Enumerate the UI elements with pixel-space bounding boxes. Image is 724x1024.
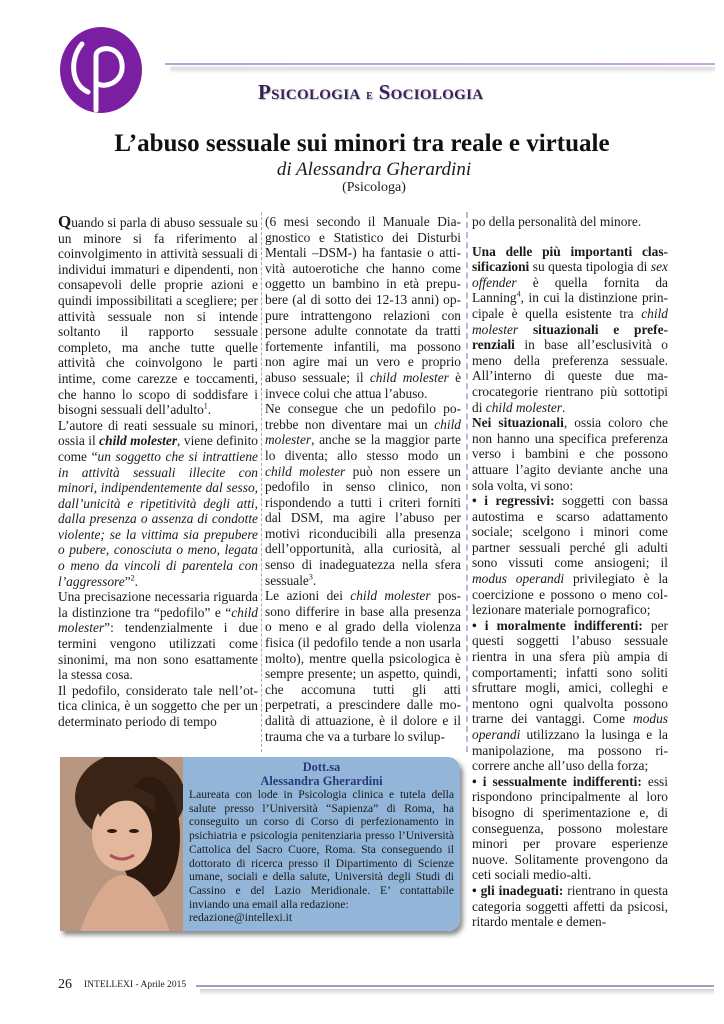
text-run: . bbox=[312, 572, 317, 588]
text-run: • i moralmente indifferenti: bbox=[472, 617, 643, 633]
text-run: • gli inadeguati: bbox=[472, 882, 564, 898]
text-run: child molester bbox=[350, 588, 431, 604]
text-run: child molester bbox=[265, 416, 461, 448]
text-run: Le azioni dei bbox=[265, 588, 351, 604]
paragraph bbox=[58, 683, 258, 730]
text-run: Il pedofilo, considerato tale nell’ottica clinica, è un soggetto che per un determinato periodo di tempo bbox=[58, 682, 258, 729]
text-run: Ne consegue che un pedofilo potrebbe non diventare mai un bbox=[265, 401, 461, 432]
article-title: L’abuso sessuale sui minori tra reale e virtuale bbox=[114, 130, 610, 157]
paragraph bbox=[58, 418, 258, 590]
article-column-3 bbox=[472, 214, 668, 930]
text-run: utilizzano la lusinga e la manipolazione, ma possono ricorrere anche all’uso della forza; bbox=[472, 727, 668, 774]
text-run: Nei situazionali bbox=[472, 415, 564, 431]
text-run: child molester bbox=[58, 604, 258, 636]
text-run: , anche se la maggior parte lo diventa; allo stesso modo un bbox=[265, 432, 461, 463]
text-run: privilegiato è la coercizione e possono o meno collezionare materiale pornografico; bbox=[472, 571, 668, 618]
bio-text-box bbox=[183, 757, 460, 931]
text-run: child molester bbox=[485, 399, 563, 415]
text-run: uando si parla di abuso sessuale su un minore si fa riferimento al coinvolgimento in attività sessuali di individui immaturi e dipendenti, non consapevoli delle proprie azioni e quindi impossibilitati a scegliere; per attività sessuale non si intende soltanto il rapporto sessuale completo, ma anche tutte quelle attività che coinvolgono le parti intime, come carezze e toccamenti, che hanno lo scopo di soddisfare i bisogni sessuali dell’adulto bbox=[58, 215, 258, 418]
article-column-1 bbox=[58, 214, 258, 730]
paragraph bbox=[472, 214, 668, 230]
text-run: ” bbox=[124, 573, 131, 589]
text-run: child molester bbox=[472, 305, 668, 337]
footer-rule-shadow bbox=[200, 989, 714, 995]
bio-name: Alessandra Gherardini bbox=[260, 774, 383, 788]
text-run: modus operandi bbox=[472, 571, 565, 587]
paragraph bbox=[265, 214, 461, 401]
paragraph bbox=[472, 618, 668, 774]
text-run: modus operandi bbox=[472, 711, 668, 742]
author-role: (Psicologa) bbox=[342, 180, 406, 195]
footer-rule bbox=[196, 985, 714, 987]
column-divider bbox=[261, 212, 262, 752]
article-column-2 bbox=[265, 214, 461, 744]
paragraph bbox=[472, 493, 668, 618]
text-run: Una precisazione necessaria riguarda la distinzione tra “pedofilo” e “ bbox=[58, 589, 258, 620]
text-run: un soggetto che si intrattiene in attività sessuali illecite con minori, indipendentemente dal sesso, dall’unicità e ripetitività degli atti, dalla presenza o assenza di condotte violente; se la vittima sia prepubere o pubere, conosciuta o meno, legata o meno da vincoli di parentela con l’aggressore bbox=[58, 448, 258, 589]
text-run: per questi soggetti l’abuso sessuale rientra in una sfera più ampia di comportamenti; infatti sono soliti sfruttare mogli, amici, colleghi e mentono ogni qualvolta possono trarne dei vantaggi. Come bbox=[472, 617, 668, 727]
paragraph bbox=[472, 883, 668, 930]
section-and: e bbox=[366, 88, 374, 103]
header-rule-shadow bbox=[170, 67, 715, 73]
text-run: in base all’esclusività o meno della preferenza sessuale. All’interno di queste due macrocategorie rientrano più sottotipi di bbox=[472, 337, 668, 415]
paragraph bbox=[265, 588, 461, 744]
paragraph bbox=[265, 401, 461, 588]
paragraph bbox=[58, 214, 258, 418]
paragraph bbox=[58, 589, 258, 683]
bio-text: Laureata con lode in Psicologia clinica e tutela della salute presso l’Università “Sapienza” di Roma, ha conseguito un corso di Corso di perfezionamento in psichiatria e psicologia penitenziaria presso l’Università Cattolica del Sacro Cuore, Roma. Sta conseguendo il dottorato di ricerca presso il Dipartimento di Scienze umane, sociali e della salute, Università degli Studi di Cassino e del Lazio Meridionale. E’ contattabile inviando una email alla redazione: bbox=[189, 788, 454, 911]
text-run: • i sessualmente indifferenti: bbox=[472, 773, 642, 789]
column-divider bbox=[466, 212, 468, 752]
text-run: child molester bbox=[369, 369, 449, 385]
footnote-ref: 3 bbox=[308, 572, 313, 582]
text-run: possono differire in base alla presenza o meno e al grado della violenza fisica (il pedofilo tende a non usarla molto), mentre quella psicologica è sempre presente; un aspetto, quindi, che accomuna tutti gli atti perpetrati, a prescindere dalle modalità di attuazione, è il dolore e il trauma che va a turbare lo svilup- bbox=[265, 588, 461, 744]
text-run: , viene definito come “ bbox=[58, 433, 258, 464]
text-run: ”: tendenzialmente i due termini vengono utilizzati come sinonimi, ma non sono esattamente la stessa cosa. bbox=[58, 620, 258, 683]
paragraph bbox=[472, 244, 668, 416]
text-run: è quella fornita da Lanning bbox=[472, 274, 668, 306]
text-run: , in cui la distinzione principale è quella esistente tra bbox=[472, 290, 668, 321]
bio-email[interactable]: redazione@intellexi.it bbox=[189, 911, 293, 925]
text-run: su questa tipologia di bbox=[529, 259, 651, 275]
text-run: situazionali e preferenziali bbox=[472, 321, 668, 353]
footnote-ref: 4 bbox=[516, 289, 521, 299]
section-first: Psicologia bbox=[258, 80, 361, 104]
paragraph bbox=[472, 774, 668, 883]
text-run: . bbox=[562, 399, 566, 415]
drop-cap: Q bbox=[58, 212, 72, 231]
magazine-logo bbox=[58, 26, 144, 114]
section-second: Sociologia bbox=[378, 80, 484, 104]
footnote-ref: 1 bbox=[203, 401, 208, 411]
text-run: po della personalità del minore. bbox=[472, 214, 642, 229]
text-run: rientrano in questa categoria soggetti affetti da psicosi, ritardo mentale e demen- bbox=[472, 882, 669, 930]
text-run: . bbox=[207, 402, 212, 418]
author-bio-box bbox=[60, 757, 460, 931]
text-run: sex offender bbox=[472, 259, 668, 290]
text-run: essi rispondono principalmente al loro bisogno di sperimentazione e, di conseguenza, possono molestare minori per provare esperienze nuove. Solitamente provengono da ceti sociali medio-alti. bbox=[472, 773, 668, 883]
text-run: . bbox=[134, 573, 139, 589]
text-run: • i regressivi: bbox=[472, 493, 555, 509]
paragraph bbox=[472, 415, 668, 493]
header-rule bbox=[165, 63, 715, 65]
bio-title: Dott.sa bbox=[302, 760, 341, 774]
section-title bbox=[258, 80, 483, 105]
page-number: 26 bbox=[58, 977, 72, 992]
text-run: , ossia coloro che non hanno una specifica preferenza verso i bambini e che possono attuare l’agito deviante anche una sola volta, vi sono: bbox=[472, 415, 668, 493]
text-run bbox=[518, 322, 533, 337]
text-run: può non essere un pedofilo in senso clinico, non rispondendo a tutti i criteri forniti dal DSM, ma agire l’abuso per motivi riconducibili alla presenza dell’opportunità, alla curiosità, al senso di inadeguatezza nella sfera sessuale bbox=[265, 463, 461, 588]
magazine-issue: INTELLEXI - Aprile 2015 bbox=[84, 980, 187, 990]
text-run: L’autore di reati sessuale su minori, ossia il bbox=[58, 417, 258, 449]
article-author: di Alessandra Gherardini bbox=[276, 159, 472, 180]
author-photo bbox=[60, 757, 185, 931]
text-run: (6 mesi secondo il Manuale Diagnostico e Statistico dei Disturbi Mentali –DSM-) ha fantasie o attività autoerotiche che hanno come oggetto un bambino in età prepubere (al di sotto dei 12-13 anni) oppure intrattengono relazioni con persone adulte connotate da tratti fortemente infantili, ma possono non agire mai un vero e proprio abuso sessuale; il bbox=[265, 214, 461, 385]
text-run: child molester bbox=[265, 463, 346, 479]
text-run: child molester bbox=[99, 433, 178, 449]
text-run: soggetti con bassa autostima e scarso adattamento sociale; scelgono i minori come partner sessuali perché gli adulti sono vissuti come ansiogeni; il bbox=[472, 493, 668, 571]
text-run: Una delle più importanti classificazioni bbox=[472, 243, 668, 275]
footnote-ref: 2 bbox=[130, 573, 135, 583]
text-run: è invece colui che attua l’abuso. bbox=[265, 369, 462, 401]
